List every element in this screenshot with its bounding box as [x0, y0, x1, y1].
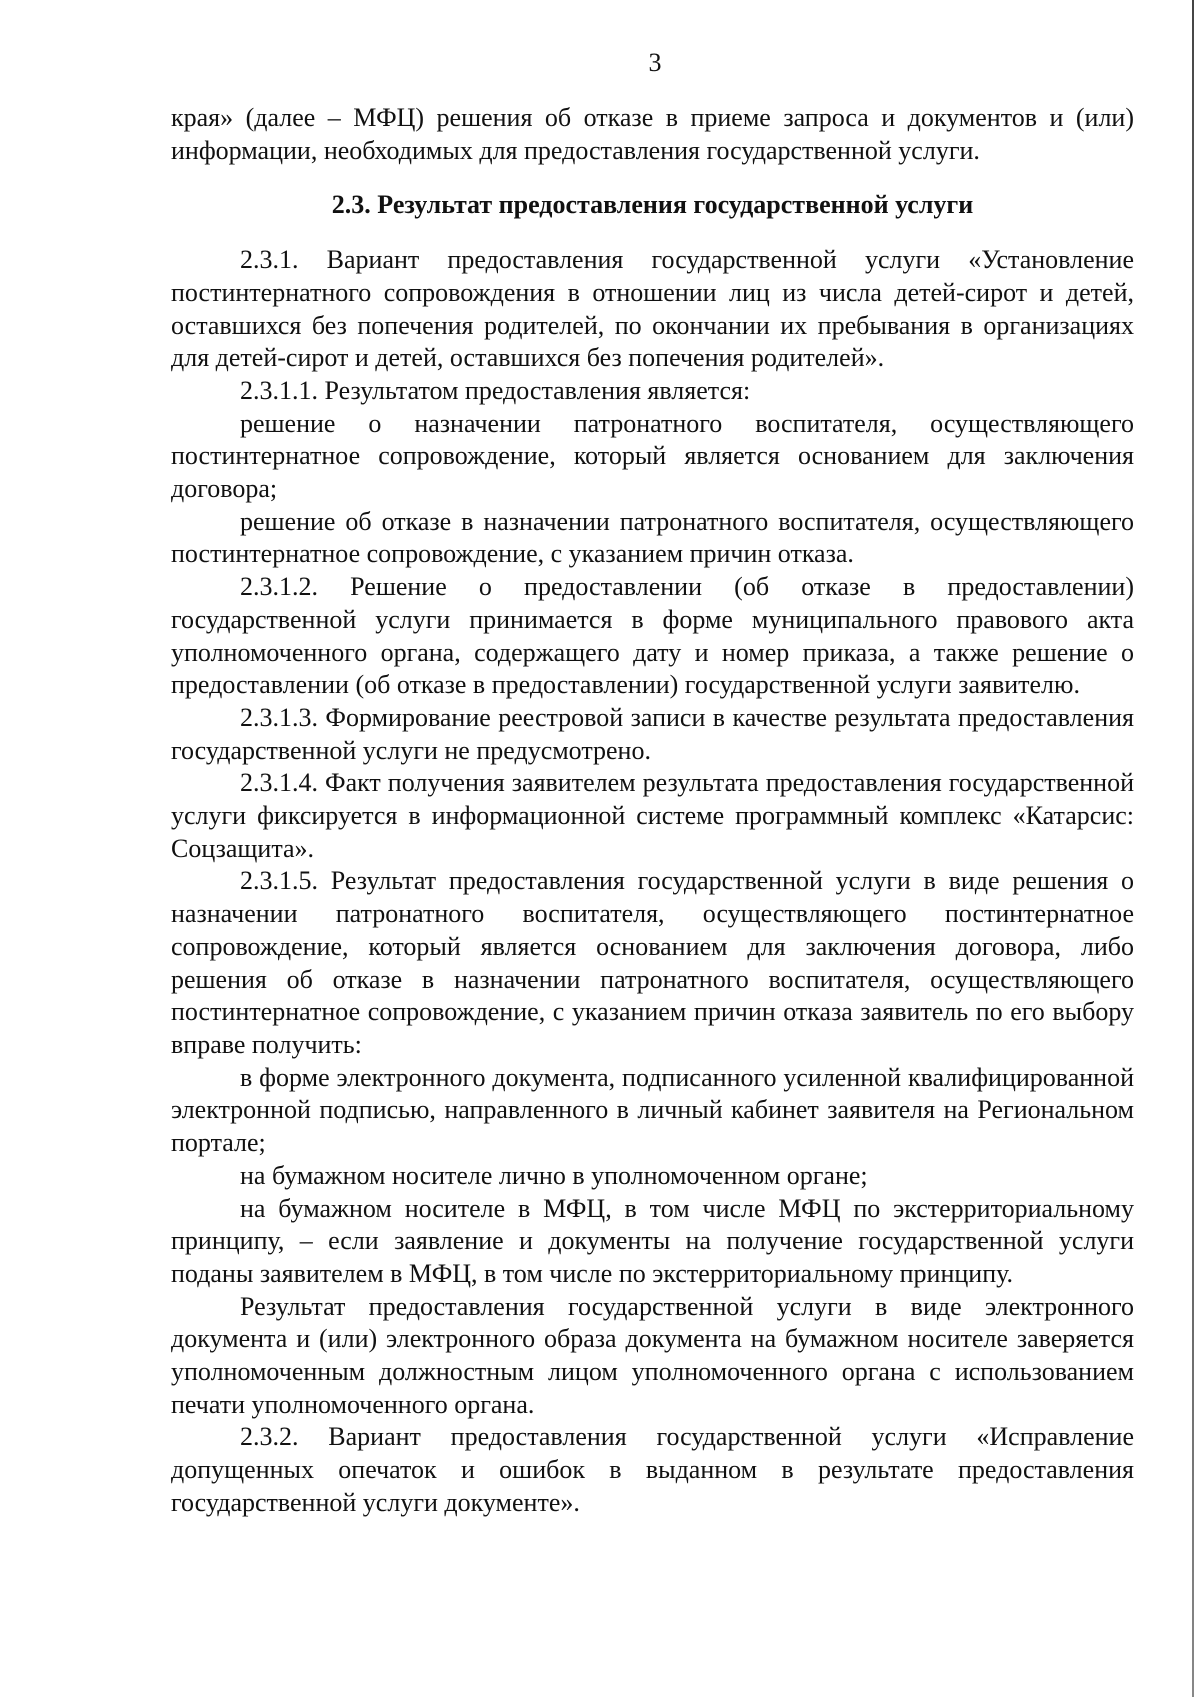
paragraph-2-3-1-4: 2.3.1.4. Факт получения заявителем результата предоставления государственной услуги фиксируется в информационной системе программный комплекс «Катарсис: Соцзащита».: [171, 768, 1134, 863]
paragraph-2-3-1-3: 2.3.1.3. Формирование реестровой записи в качестве результата предоставления государственной услуги не предусмотрено.: [171, 702, 1134, 765]
page-number: 3: [648, 48, 662, 77]
paragraph-continuation: края» (далее – МФЦ) решения об отказе в приеме запроса и документов и (или) информации, необходимых для предоставления государственной услуги.: [171, 103, 1134, 165]
paragraph-electronic-form: в форме электронного документа, подписанного усиленной квалифицированной электронной подписью, направленного в личный кабинет заявителя на Региональном портале;: [171, 1062, 1134, 1158]
paragraph-2-3-1: 2.3.1. Вариант предоставления государственной услуги «Установление постинтернатного сопровождения в отношении лиц из числа детей-сирот и детей, оставшихся без попечения родителей, по окончании их пребывания в организациях для детей-сирот и детей, оставшихся без попечения родителей».: [171, 245, 1134, 373]
document-body: [171, 102, 1134, 1520]
paragraph-2-3-1-5: 2.3.1.5. Результат предоставления государственной услуги в виде решения о назначении патронатного воспитателя, осуществляющего постинтернатное сопровождение, который является основанием для заключения договора, либо решения об отказе в назначении патронатного воспитателя, осуществляющего постинтернатное сопровождение, с указанием причин отказа заявитель по его выбору вправе получить:: [171, 866, 1134, 1059]
paragraph-paper-mfc: на бумажном носителе в МФЦ, в том числе МФЦ по экстерриториальному принципу, – если заявление и документы на получение государственной услуги поданы заявителем в МФЦ, в том числе по экстерриториальному принципу.: [171, 1193, 1134, 1288]
section-heading: 2.3. Результат предоставления государственной услуги: [331, 190, 974, 220]
paragraph-2-3-1-2: 2.3.1.2. Решение о предоставлении (об отказе в предоставлении) государственной услуги принимается в форме муниципального правового акта уполномоченного органа, содержащего дату и номер приказа, а также решение о предоставлении (об отказе в предоставлении) государственной услуги заявителю.: [171, 572, 1134, 700]
paragraph-certification: Результат предоставления государственной услуги в виде электронного документа и (или) электронного образа документа на бумажном носителе заверяется уполномоченным должностным лицом уполномоченного органа с использованием печати уполномоченного органа.: [171, 1291, 1134, 1419]
paragraph-result-refusal: решение об отказе в назначении патронатного воспитателя, осуществляющего постинтернатное сопровождение, с указанием причин отказа.: [171, 506, 1134, 569]
paragraph-2-3-1-1: 2.3.1.1. Результатом предоставления является:: [240, 375, 751, 405]
paragraph-2-3-2: 2.3.2. Вариант предоставления государственной услуги «Исправление допущенных опечаток и ошибок в выданном в результате предоставления государственной услуги документе».: [171, 1422, 1134, 1517]
paragraph-result-appointment: решение о назначении патронатного воспитателя, осуществляющего постинтернатное сопровождение, который является основанием для заключения договора;: [171, 408, 1134, 504]
paragraph-paper-authority: на бумажном носителе лично в уполномоченном органе;: [240, 1160, 868, 1190]
scan-page-edge: [1192, 0, 1194, 1697]
